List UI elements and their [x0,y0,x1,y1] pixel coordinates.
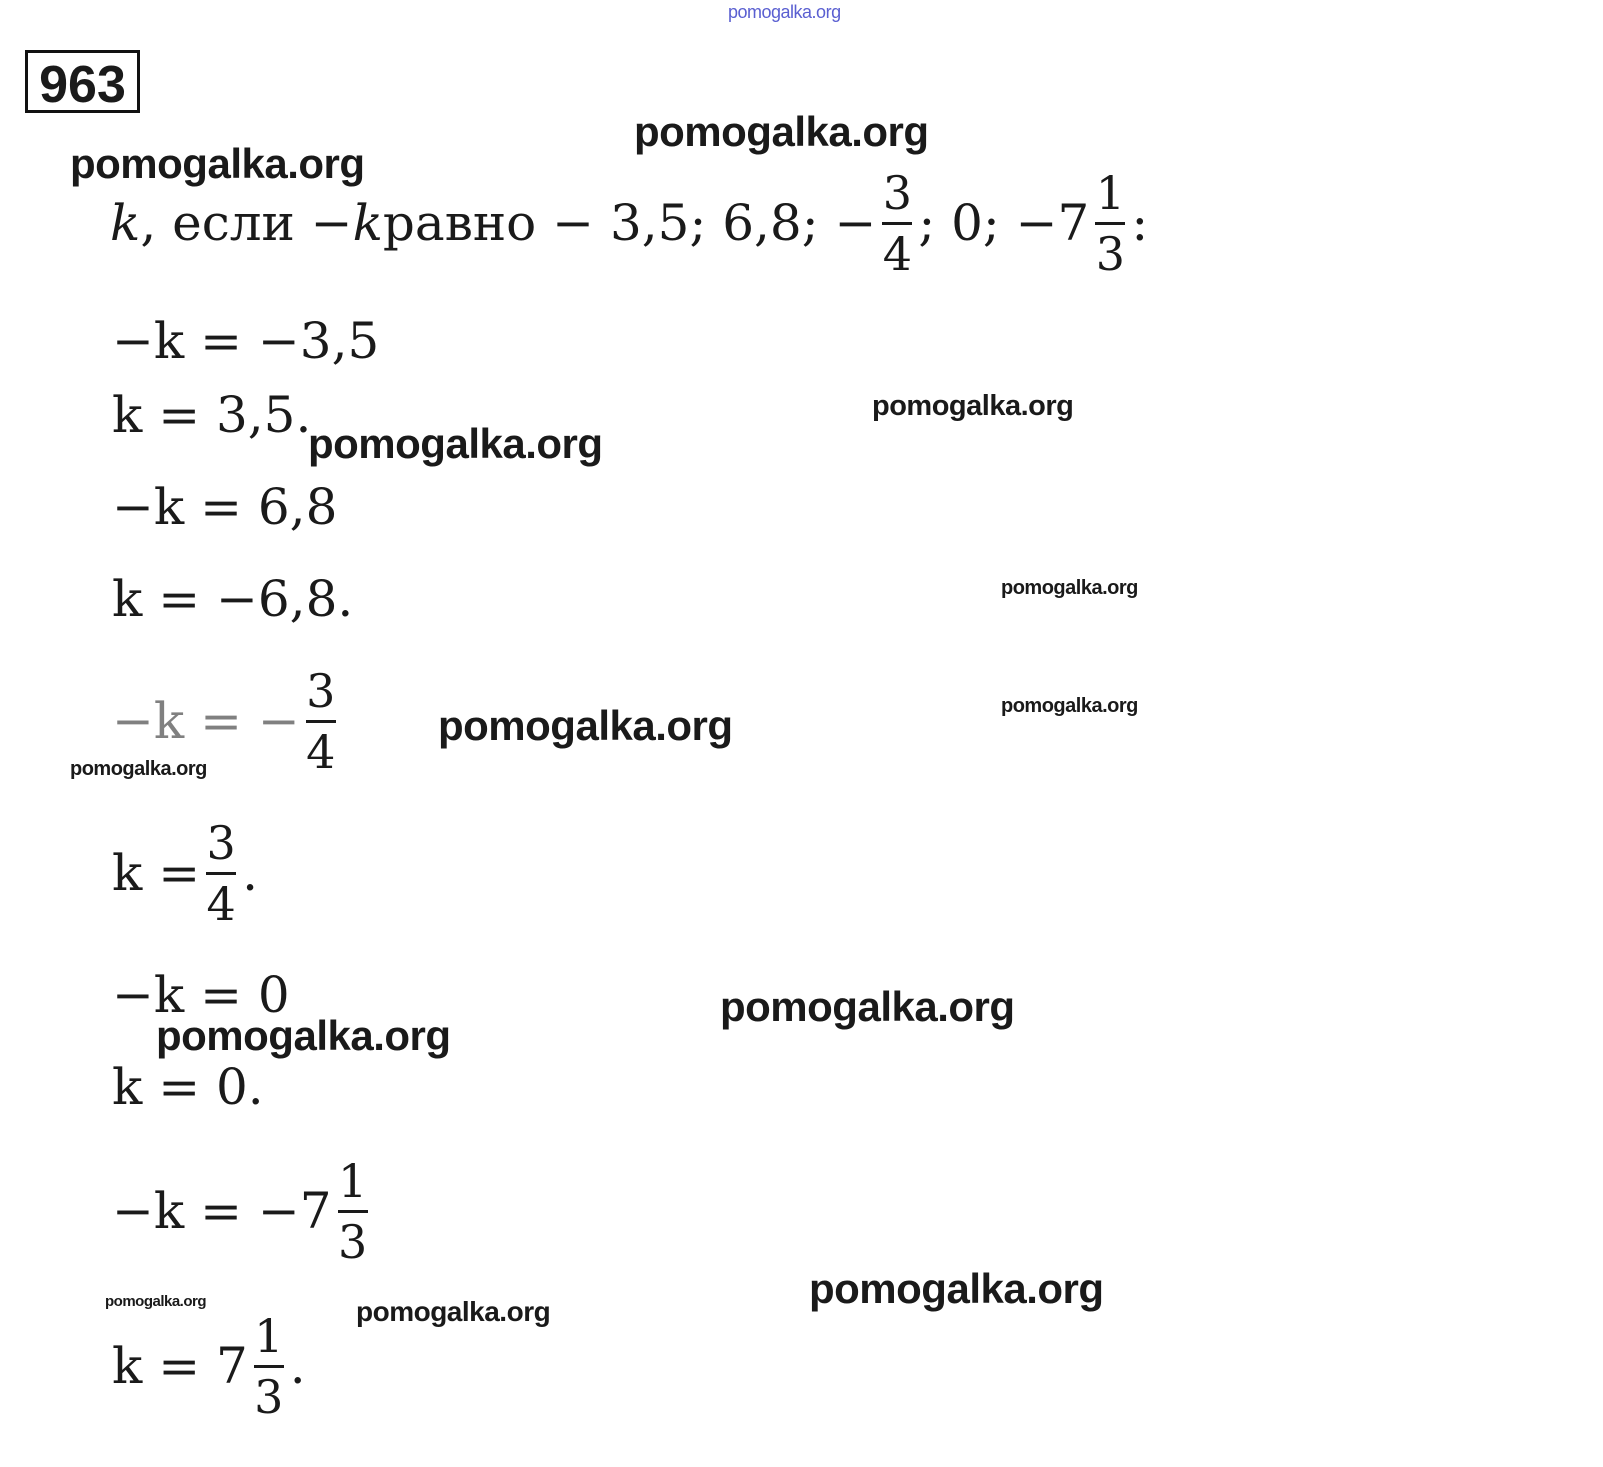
watermark: pomogalka.org [356,1296,551,1327]
statement-text: : [1131,194,1149,252]
var-k: k [110,194,141,252]
fraction: $\frac{1}{3}$ [337,1153,368,1269]
equation-line: k = −6,8. [112,570,354,628]
fraction: $\frac{1}{3}$ [1095,165,1126,281]
equation-line: k = 0. [112,1058,264,1116]
equation-lhs: k = 7 [112,1337,248,1395]
equation-lhs: k = [112,844,201,902]
fraction: $\frac{3}{4}$ [206,815,236,931]
watermark: pomogalka.org [634,108,929,155]
watermark-top: pomogalka.org [728,2,841,22]
watermark: pomogalka.org [720,983,1015,1030]
watermark: pomogalka.org [872,390,1074,422]
equation-line-fraction: k = 7 $\frac{1}{3}$ . [112,1308,306,1424]
equation-lhs: −k = − [112,692,300,750]
watermark: pomogalka.org [156,1012,451,1059]
statement-text: равно − 3,5; 6,8; − [382,194,877,252]
watermark: pomogalka.org [438,702,733,749]
var-k: k [352,194,383,252]
watermark: pomogalka.org [70,140,365,187]
fraction: $\frac{1}{3}$ [254,1308,284,1424]
equation-line-fraction [112,660,342,782]
watermark: pomogalka.org [308,420,603,467]
fraction: $\frac{3}{4}$ [882,165,913,281]
problem-statement [110,158,1148,288]
watermark: pomogalka.org [105,1293,207,1310]
statement-text: , если − [140,194,353,252]
watermark: pomogalka.org [70,758,207,780]
equation-line: k = 3,5. [112,386,312,444]
equation-line: −k = 6,8 [112,478,338,536]
watermark: pomogalka.org [809,1265,1104,1312]
equation-line-fraction [112,1150,374,1272]
fraction: $\frac{3}{4}$ [306,663,336,779]
equation-line: −k = 0 [112,966,290,1024]
equation-line: −k = −3,5 [112,312,380,370]
equation-lhs: −k = −7 [112,1182,332,1240]
watermark: pomogalka.org [1001,695,1138,717]
problem-number: 963 [39,56,126,114]
watermark: pomogalka.org [1001,577,1138,599]
problem-number-box [25,50,140,113]
equation-line-fraction: k = $\frac{3}{4}$ . [112,815,258,931]
statement-text: ; 0; −7 [918,194,1090,252]
